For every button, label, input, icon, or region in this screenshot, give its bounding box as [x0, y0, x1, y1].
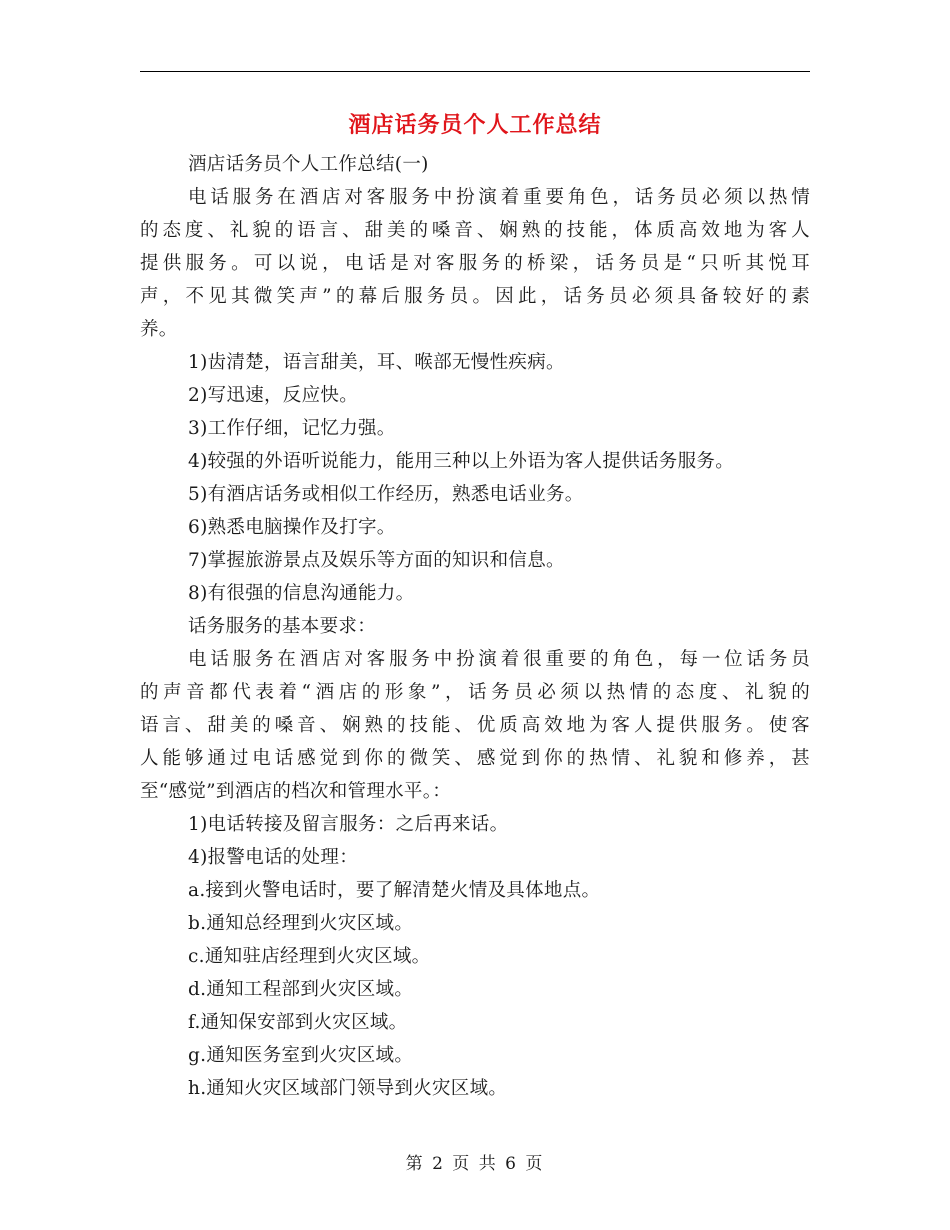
paragraph-line: 提供服务。可以说，电话是对客服务的桥梁，话务员是“只听其悦耳 — [140, 253, 810, 274]
list-item: b.通知总经理到火灾区域。 — [188, 913, 414, 934]
paragraph-line: 电话服务在酒店对客服务中扮演着很重要的角色，每一位话务员 — [188, 649, 810, 670]
list-item: 7)掌握旅游景点及娱乐等方面的知识和信息。 — [188, 550, 565, 571]
list-item: d.通知工程部到火灾区域。 — [188, 979, 414, 1000]
paragraph-line: 的态度、礼貌的语言、甜美的嗓音、娴熟的技能，体质高效地为客人 — [140, 220, 810, 241]
paragraph-line: 至“感觉”到酒店的档次和管理水平。： — [140, 781, 452, 802]
list-item: 1)齿清楚，语言甜美，耳、喉部无慢性疾病。 — [188, 352, 565, 373]
paragraph-line: 的声音都代表着“酒店的形象”，话务员必须以热情的态度、礼貌的 — [140, 682, 810, 703]
document-title: 酒店话务员个人工作总结 — [348, 112, 602, 138]
section-heading: 酒店话务员个人工作总结(一) — [188, 154, 429, 175]
list-item: 2)写迅速，反应快。 — [188, 385, 358, 406]
paragraph-line: 人能够通过电话感觉到你的微笑、感觉到你的热情、礼貌和修养，甚 — [140, 748, 810, 769]
list-item: 3)工作仔细，记忆力强。 — [188, 418, 396, 439]
list-item: h.通知火灾区域部门领导到火灾区域。 — [188, 1078, 508, 1099]
list-item: g.通知医务室到火灾区域。 — [188, 1045, 414, 1066]
document-body — [140, 148, 810, 1105]
list-item: c.通知驻店经理到火灾区域。 — [188, 946, 431, 967]
list-item: 5)有酒店话务或相似工作经历，熟悉电话业务。 — [188, 484, 584, 505]
list-item: 1)电话转接及留言服务：之后再来话。 — [188, 814, 509, 835]
paragraph-line: 语言、甜美的嗓音、娴熟的技能、优质高效地为客人提供服务。使客 — [140, 715, 810, 736]
list-item: 4)较强的外语听说能力，能用三种以上外语为客人提供话务服务。 — [188, 451, 734, 472]
page-number: 第 2 页 共 6 页 — [405, 1154, 545, 1174]
list-item: 6)熟悉电脑操作及打字。 — [188, 517, 396, 538]
header-rule — [140, 71, 810, 72]
paragraph-line: 养。 — [140, 319, 178, 340]
paragraph-line: 声，不见其微笑声”的幕后服务员。因此，话务员必须具备较好的素 — [140, 286, 810, 307]
list-item: f.通知保安部到火灾区域。 — [188, 1012, 408, 1033]
paragraph-line: 电话服务在酒店对客服务中扮演着重要角色，话务员必须以热情 — [188, 187, 810, 208]
list-item: a.接到火警电话时，要了解清楚火情及具体地点。 — [188, 880, 601, 901]
subsection-heading: 话务服务的基本要求： — [188, 616, 377, 637]
list-item: 4)报警电话的处理： — [188, 847, 358, 868]
list-item: 8)有很强的信息沟通能力。 — [188, 583, 415, 604]
